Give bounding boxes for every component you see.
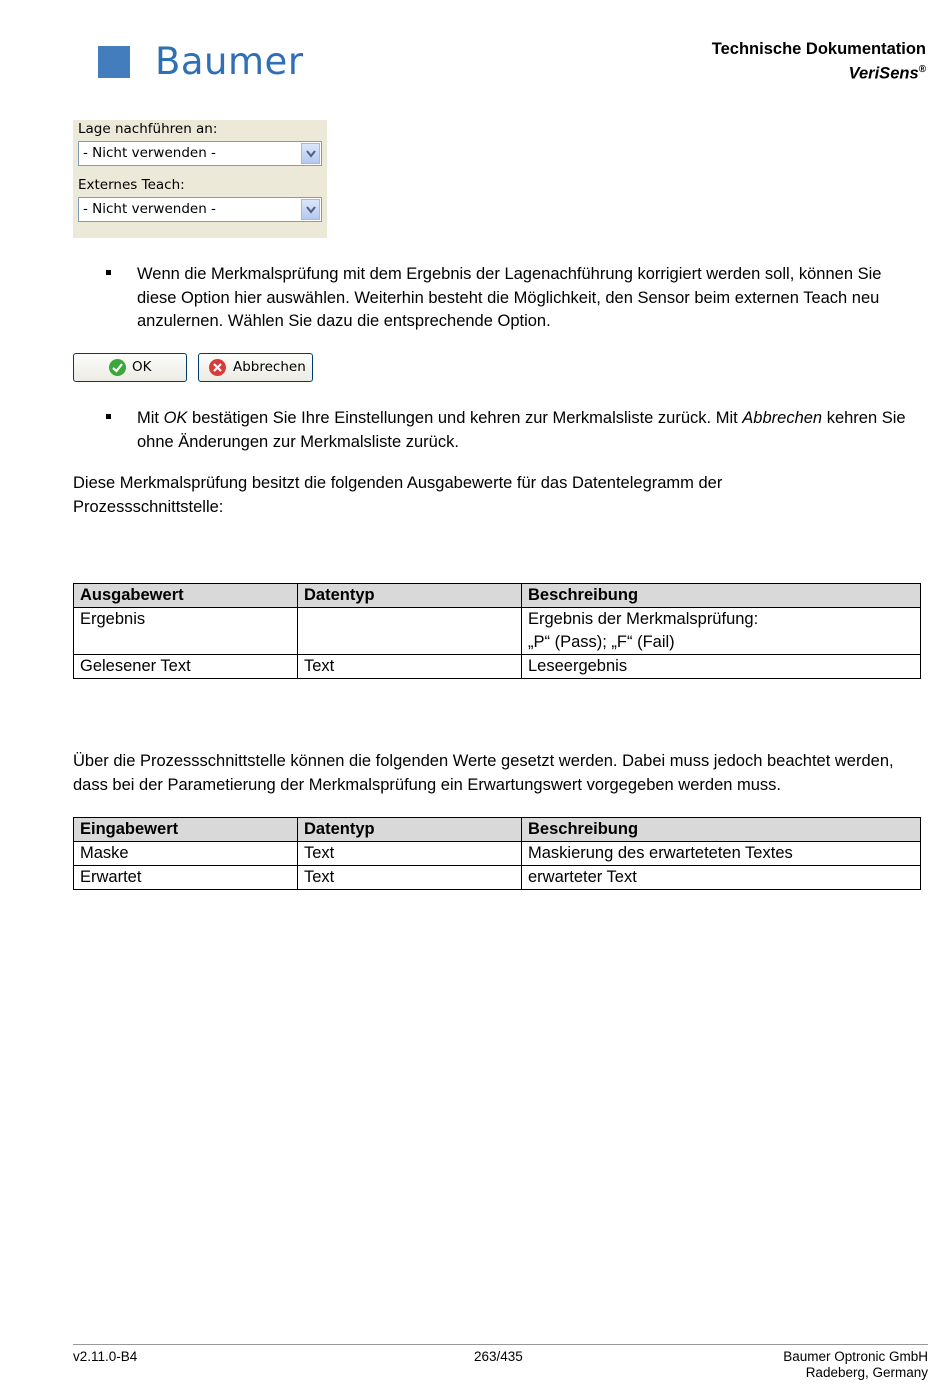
table-cell: Gelesener Text [74, 655, 298, 679]
table-cell: Text [298, 866, 522, 890]
input-table [73, 817, 921, 890]
cell-line: „P“ (Pass); „F“ (Fail) [528, 633, 675, 651]
table-cell: Text [298, 655, 522, 679]
bullet-marker [106, 414, 111, 419]
bullet-confirm-pre: Mit [137, 409, 164, 427]
footer-company: Baumer Optronic GmbH [783, 1349, 928, 1364]
table-header-row [74, 818, 921, 842]
footer-version: v2.11.0-B4 [73, 1349, 138, 1364]
ok-button[interactable] [73, 353, 187, 382]
check-icon [109, 359, 126, 376]
column-header: Ausgabewert [74, 584, 298, 608]
table-cell: Erwartet [74, 866, 298, 890]
product-name: VeriSens [848, 64, 919, 83]
bullet-confirm-ok: OK [163, 409, 188, 427]
table-cell: Ergebnis [74, 608, 298, 655]
bullet-marker [106, 270, 111, 275]
ok-button-label: OK [132, 359, 152, 375]
output-intro: Diese Merkmalsprüfung besitzt die folgenden Ausgabewerte für das Datentelegramm der Prozessschnittstelle: [73, 474, 723, 516]
cancel-button-label: Abbrechen [233, 359, 306, 375]
header-product [849, 60, 926, 84]
teach-select-value: - Nicht verwenden - [83, 201, 216, 217]
column-header: Eingabewert [74, 818, 298, 842]
teach-select[interactable] [78, 197, 322, 222]
table-cell: erwarteter Text [522, 866, 921, 890]
table-cell [298, 608, 522, 655]
footer-location: Radeberg, Germany [805, 1365, 928, 1380]
table-cell: Leseergebnis [522, 655, 921, 679]
registered-mark: ® [918, 64, 926, 75]
bullet-confirm-mid: bestätigen Sie Ihre Einstellungen und kehren zur Merkmalsliste zurück. Mit [187, 409, 743, 427]
bullet-tracking-text: Wenn die Merkmalsprüfung mit dem Ergebnis der Lagenachführung korrigiert werden soll, können Sie diese Option hier auswählen. Weiterhin besteht die Möglichkeit, den Sensor beim externen Teach neu anzulernen. Wählen Sie dazu die entsprechende Option. [137, 265, 882, 330]
teach-label: Externes Teach: [78, 177, 185, 193]
table-header-row [74, 584, 921, 608]
table-cell: Maskierung des erwarteteten Textes [522, 842, 921, 866]
column-header: Beschreibung [522, 584, 921, 608]
cell-line: Ergebnis der Merkmalsprüfung: [528, 610, 759, 628]
tracking-select-value: - Nicht verwenden - [83, 145, 216, 161]
bullet-confirm-text [137, 407, 917, 454]
output-table [73, 583, 921, 679]
bullet-confirm-cancel: Abbrechen [742, 409, 823, 427]
bullet-confirm-post: kehren Sie ohne Änderungen zur Merkmalsliste zurück. [137, 409, 906, 451]
logo-grid-icon [18, 46, 130, 78]
input-intro: Über die Prozessschnittstelle können die folgenden Werte gesetzt werden. Dabei muss jedoch beachtet werden, dass bei der Parametierung der Merkmalsprüfung ein Erwartungswert vorgegeben werden muss. [73, 752, 894, 794]
chevron-down-icon[interactable] [301, 143, 320, 164]
baumer-logo [18, 40, 304, 83]
logo-text: Baumer [155, 40, 304, 83]
table-row [74, 655, 921, 679]
table-cell [522, 608, 921, 655]
table-cell: Maske [74, 842, 298, 866]
tracking-label: Lage nachführen an: [78, 121, 218, 137]
footer-divider [73, 1344, 928, 1345]
cancel-button[interactable] [198, 353, 313, 382]
column-header: Datentyp [298, 584, 522, 608]
table-cell: Text [298, 842, 522, 866]
header-title: Technische Dokumentation [711, 40, 926, 58]
tracking-select[interactable] [78, 141, 322, 166]
table-row [74, 866, 921, 890]
footer-page-number: 263/435 [474, 1349, 523, 1364]
chevron-down-icon[interactable] [301, 199, 320, 220]
column-header: Datentyp [298, 818, 522, 842]
column-header: Beschreibung [522, 818, 921, 842]
tracking-options-panel [73, 120, 327, 238]
table-row [74, 842, 921, 866]
table-row [74, 608, 921, 655]
close-icon [209, 359, 226, 376]
